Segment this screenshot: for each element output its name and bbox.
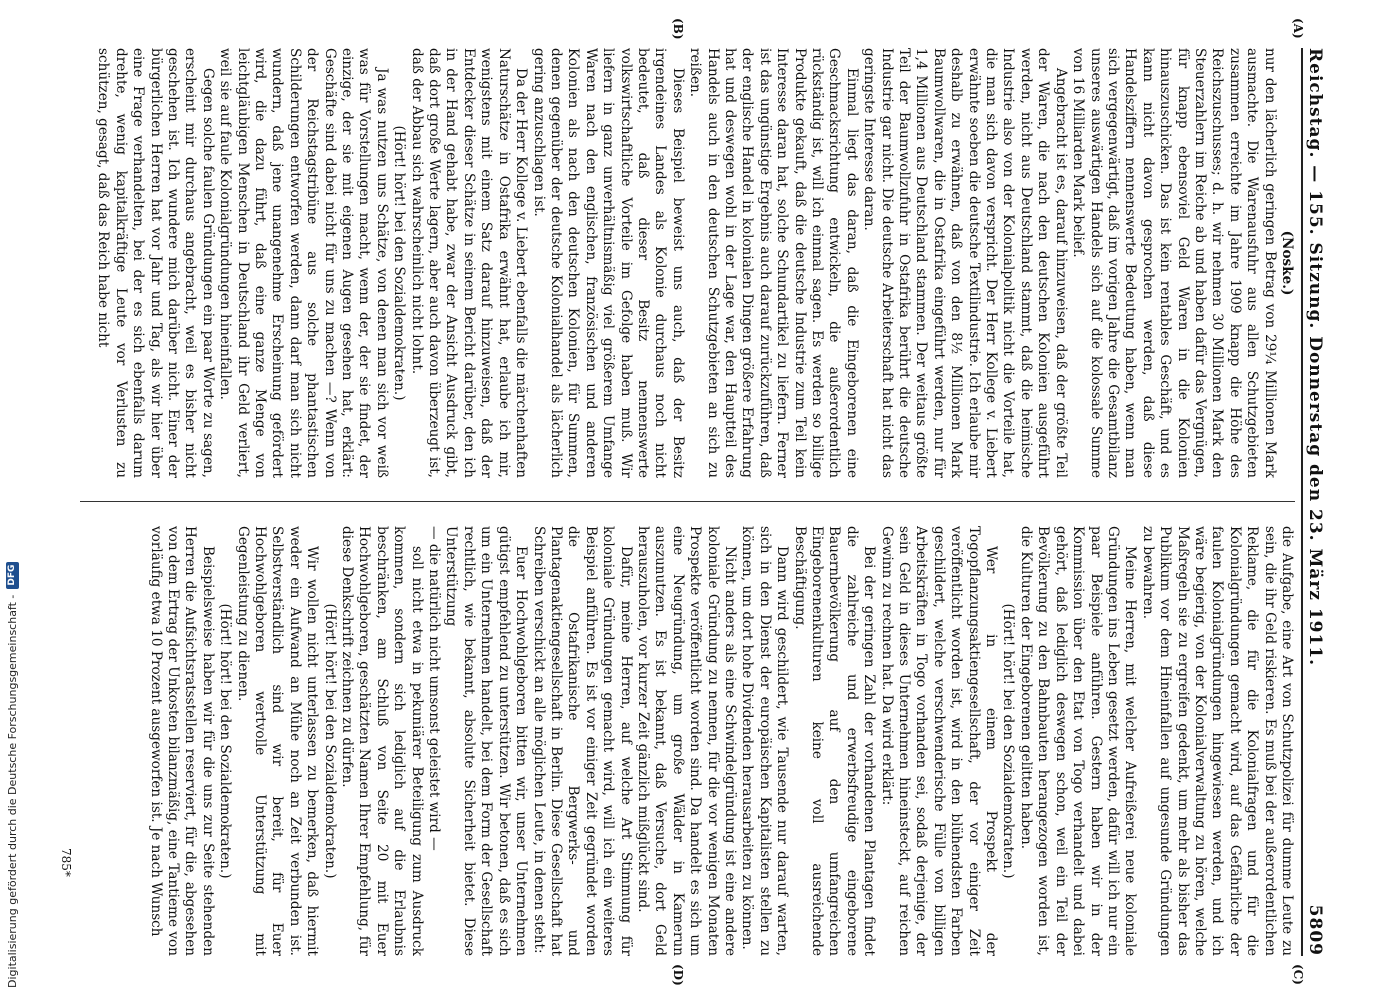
interjection: (Hört! hört! bei den Sozialdemokraten.) — [1000, 603, 1017, 879]
header-title: Reichstag. — 155. Sitzung. Donnerstag den 23. März 1911. — [1305, 48, 1325, 667]
dash-remark: — die natürlich nicht umsonst geleistet wird — — [426, 526, 443, 851]
quotation: soll nicht etwa in pekuniärer Beteiligung zum Ausdruck kommen, sondern sich lediglich auf die Erlaubnis beschränken, am Schluß von Seite 20 mit Euer Hochwohlgeboren, geschätzten Namen Ihrer Empfehlung, für diese Denkschrift zeichnen zu dürfen. — [339, 526, 425, 956]
footer-strip — [0, 0, 26, 1000]
margin-letter-a: (A) — [1291, 18, 1305, 39]
paragraph: Nicht anders als eine Schwindelgründung ist eine andere koloniale Gründung zu nennen, für die vor wenigen Monaten Prospekte veröffentlicht worden sind. Da handelt es sich um eine Neugründung, um große Wälder in Kamerun auszunutzen. Es ist bekannt, daß Versuche, dort Geld herauszuholen, vor kurzer Zeit gänzlich mißglückt sind. — [634, 526, 738, 956]
paragraph: die Aufgabe, eine Art von Schutzpolizei für dumme Leute zu sein, die ihr Geld riskieren. Es muß bei der außerordentlichen Reklame, die für die Kolonialfragen und für die Kolonialgründungen gemacht wird, auf das Gefährliche der faulen Kolonialgründungen hingewiesen werden, und ich wäre begierig, von der Kolonialverwaltung zu hören, welche Maßregeln sie zu ergreifen gedenkt, um mehr als bisher das Publikum vor dem Hineinfallen auf ungesunde Gründungen zu bewahren. — [1139, 526, 1295, 956]
paragraph: Ja was nutzen uns Schätze, von denen man sich vor weiß was für Vorstellungen macht, wenn der, der sie findet, der einzige, der sie mit eigenen Augen gesehen hat, erklärt: Geschäfte sind dabei nicht für uns zu machen —? Wenn von der Reichstagstribüne aus solche phantastischen Schilderungen entworfen werden, dann darf man sich nicht wundern, daß jene unangenehme Erscheinung gefördert wird, die dazu führt, daß eine ganze Menge von leichtgläubigen Menschen in Deutschland ihr Geld verliert, weil sie auf faule Kolonialgründungen hineinfallen. — [217, 48, 390, 478]
running-head — [1303, 48, 1325, 956]
speaker-name: (Noske.) — [1279, 230, 1295, 296]
paragraph: Einmal liegt das daran, daß die Eingeborenen eine Geschmacksrichtung entwickeln, die außerordentlich rückständig ist, will ich einmal sagen. Es werden so billige Produkte gekauft, daß die deutsche Industrie zum Teil kein Interesse daran hat, solche Schundartikel zu liefern. Ferner ist das ungünstige Ergebnis auch darauf zurückzuführen, daß der englische Handel in kolonialen Dingen größere Erfahrung hat und deswegen wohl in der Lage war, den Hauptteil des Handels auch in den deutschen Schutzgebieten an sich zu reißen. — [687, 48, 860, 478]
margin-letter-b: (B) — [671, 18, 685, 40]
interjection: (Hört! hört! bei den Sozialdemokraten.) — [391, 125, 408, 401]
column-rule — [80, 501, 1295, 502]
left-column — [80, 48, 1295, 478]
paragraph: Dann wird geschildert, wie Tausende nur darauf warten, sich in den Dienst der europäischen Kapitalisten stellen zu können, um dort hohe Dividenden herausarbeiten zu können. — [739, 526, 791, 956]
paragraph: Da der Herr Kollege v. Liebert ebenfalls die märchenhaften Naturschätze in Ostafrika erwähnt hat, erlaube ich mir, wenigstens mit einem Satz darauf hinzuweisen, daß der Entdecker dieser Schätze in seinem Bericht darüber, den ich in der Hand gehabt habe, zwar der Ansicht Ausdruck gibt, daß dort große Werte lagern, aber auch davon überzeugt ist, daß der Abbau sich wahrscheinlich nicht lohnt. — [408, 48, 530, 478]
footer-text: Digitalisierung gefördert durch die Deutsche Forschungsgemeinschaft - — [5, 594, 19, 988]
paragraph: Wer in einem Prospekt der Togopflanzungsaktiengesellschaft, der vor einiger Zeit veröffentlicht worden ist, wird in den blühendsten Farben geschildert, welche verschwenderische Fülle von billigen Arbeitskräften in Togo vorhanden sei, sodaß derjenige, der sein Geld in dieses Unternehmen hineinsteckt, auf reichen Gewinn zu rechnen hat. Da wird erklärt: — [878, 526, 1000, 956]
quotation: Euer Hochwohlgeboren bitten wir, unser Unternehmen gütigst empfehlend zu unterstützen. Wir betonen, daß es sich um ein Unternehmen handelt, bei dem Form der Gesellschaft rechtlich, wie bekannt, absolute Sicherheit bietet. Diese Unterstützung — [443, 526, 530, 956]
paragraph: Meine Herren, mit welcher Aufreißerei neue koloniale Gründungen ins Leben gesetzt werden, dafür will ich nur ein paar Beispiele anführen. Gestern haben wir in der Kommission über den Etat von Togo verhandelt und dabei gehört, daß lediglich deswegen schon, weil ein Teil der Bevölkerung zu den Bahnbauten herangezogen worden ist, die Kulturen der Eingeborenen gelitten haben. — [1017, 526, 1139, 956]
interjection: (Hört! hört! bei den Sozialdemokraten.) — [217, 603, 234, 879]
right-column — [80, 526, 1295, 956]
paragraph: Gegen solche faulen Gründungen ein paar Worte zu sagen, erscheint mir durchaus angebracht, weil es bisher nicht geschehen ist. Ich wundere mich darüber nicht. Einer der bürgerlichen Herren hat vor Jahr und Tag, als wir hier über eine Frage verhandelten, bei der es sich ebenfalls darum drehte, wenig kapitalkräftige Leute vor Verlusten zu schützen, gesagt, daß das Reich habe nicht — [95, 48, 216, 478]
margin-letter-d: (D) — [671, 964, 685, 986]
paragraph: Dieses Beispiel beweist uns auch, daß der Besitz irgendeines Landes als Kolonie durchaus noch nicht bedeutet, daß dieser Besitz nennenswerte volkswirtschaftliche Vorteile im Gefolge haben muß. Wir liefern in ganz unverhältnismäßig viel größerem Umfange Waren nach den englischen, französischen und anderen Kolonien als nach den deutschen Kolonien, für Summen, denen gegenüber der deutsche Kolonialhandel als lächerlich gering anzuschlagen ist. — [530, 48, 686, 478]
paragraph: Angebracht ist es, darauf hinzuweisen, daß der größte Teil der Waren, die nach den deutschen Kolonien ausgeführt werden, nicht aus Deutschland stammt, daß die heimische Industrie also von der Kolonialpolitik nicht die Vorteile hat, die man sich davon verspricht. Der Herr Kollege v. Liebert erwähnte soeben die deutsche Textilindustrie. Ich erlaube mir deshalb zu erwähnen, daß von den 8½ Millionen Mark Baumwollwaren, die in Ostafrika eingeführt werden, nur für 1,4 Millionen aus Deutschland stammen. Der weitaus größte Teil der Baumwollzufuhr in Ostafrika berührt die deutsche Industrie gar nicht. Die deutsche Arbeiterschaft hat nicht das geringste Interesse daran. — [861, 48, 1069, 478]
rotated-page — [55, 18, 1325, 986]
paragraph: Dafür, meine Herren, auf welche Art Stimmung für koloniale Gründungen gemacht wird, will ich ein weiteres Beispiel anführen. Es ist vor einiger Zeit gegründet worden die Ostafrikanische Bergwerks- und Plantagenaktiengesellschaft in Berlin. Diese Gesellschaft hat Schreiben verschickt an alle möglichen Leute, in denen steht: — [530, 526, 634, 956]
dfg-logo: DFG — [6, 562, 19, 589]
page-number: 5809 — [1305, 904, 1325, 956]
page-signature: 785* — [59, 848, 73, 877]
header-rule — [1301, 48, 1303, 956]
quotation: Bei der geringen Zahl der vorhandenen Plantagen findet die zahlreiche und erwerbsfreudige eingeborene Bauernbevölkerung auf den umfangreichen Eingeborenenkulturen keine voll ausreichende Beschäftigung. — [791, 526, 878, 956]
interjection: (Hört! hört! bei den Sozialdemokraten.) — [321, 603, 338, 879]
quotation: Wir wollen nicht unterlassen zu bemerken, daß hiermit weder ein Aufwand an Mühe noch an Zeit verbunden ist. Selbstverständlich sind wir bereit, für Euer Hochwohlgeboren wertvolle Unterstützung mit Gegenleistung zu dienen. — [234, 526, 321, 956]
paragraph: nur den lächerlich geringen Betrag von 29¼ Millionen Mark ausmachte. Die Warenausfuhr aus allen Schutzgebieten zusammen erreichte im Jahre 1909 knapp die Höhe des Reichszuschusses; d. h. wir nehmen 30 Millionen Mark den Steuerzahlern im Reiche ab und haben dafür das Vergnügen, für knapp ebensoviel Geld Waren in die Kolonien hinauszuschicken. Das ist kein rentables Geschäft, und es kann nicht davon gesprochen werden, daß diese Handelsziffern nennenswerte Bedeutung haben, wenn man sich vergegenwärtigt, daß im vorigen Jahre die Gesamtbilanz unseres auswärtigen Handels sich auf die kolossale Summe von 16 Milliarden Mark belief. — [1070, 48, 1278, 478]
digitization-footer — [4, 28, 20, 988]
paragraph: Beispielsweise haben wir für die uns zur Seite stehenden Herren die Aufsichtsratsstellen reserviert, für die, abgesehen von dem Ertrag der Unkosten bilanzmäßig, eine Tantieme von vorläufig etwa 10 Prozent ausgeworfen ist. Je nach Wunsch — [147, 526, 216, 956]
margin-letter-c: (C) — [1291, 964, 1305, 985]
